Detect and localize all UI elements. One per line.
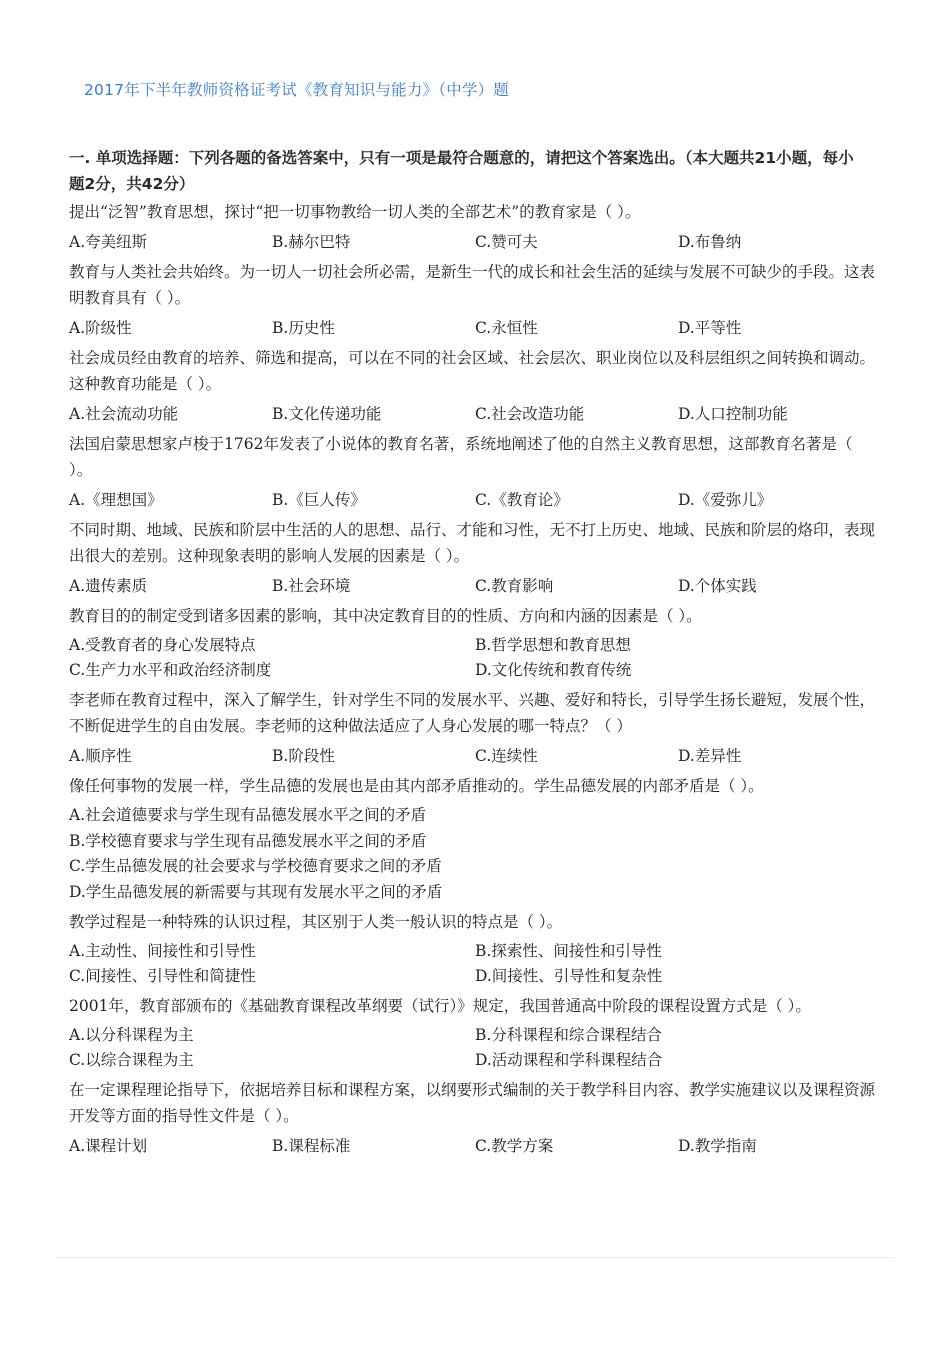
option-c: C.以综合课程为主 — [69, 1051, 194, 1069]
option-b: B.文化传递功能 — [272, 405, 382, 423]
question-stem — [0, 909, 875, 935]
question — [0, 993, 950, 1073]
option-a: A.社会流动功能 — [69, 405, 179, 423]
question — [0, 199, 950, 255]
question-stem — [0, 259, 875, 311]
option-b: B.分科课程和综合课程结合 — [475, 1026, 662, 1044]
question-stem — [0, 199, 875, 225]
option-a: A.以分科课程为主 — [69, 1026, 194, 1044]
options — [0, 401, 950, 427]
question — [0, 259, 950, 341]
option-b: B.社会环境 — [272, 577, 351, 595]
question-text: 在一定课程理论指导下，依据培养目标和课程方案，以纲要形式编制的关于教学科目内容、教学实施建议以及课程资源开发等方面的指导性文件是（ ）。 — [69, 1081, 876, 1125]
option-d: D.个体实践 — [678, 577, 757, 595]
question-text: 2001年，教育部颁布的《基础教育课程改革纲要（试行）》规定，我国普通高中阶段的课程设置方式是（ ）。 — [69, 997, 811, 1015]
option-a: A.社会道德要求与学生现有品德发展水平之间的矛盾 — [69, 806, 427, 824]
footer-divider — [55, 1257, 895, 1258]
options — [0, 743, 950, 769]
option-c: C.社会改造功能 — [475, 405, 585, 423]
option-b: B.历史性 — [272, 319, 335, 337]
option-c: C.永恒性 — [475, 319, 538, 337]
question — [0, 909, 950, 989]
option-a: A.遗传素质 — [69, 577, 148, 595]
option-b: B.课程标准 — [272, 1137, 351, 1155]
option-c: C.学生品德发展的社会要求与学校德育要求之间的矛盾 — [69, 857, 442, 875]
options — [0, 939, 950, 989]
option-a: A.阶级性 — [69, 319, 132, 337]
option-a: A.《理想国》 — [69, 491, 163, 509]
question — [0, 603, 950, 683]
option-a: A.受教育者的身心发展特点 — [69, 636, 256, 654]
option-b: B.哲学思想和教育思想 — [475, 636, 631, 654]
question-text: 教育目的的制定受到诸多因素的影响，其中决定教育目的的性质、方向和内涵的因素是（ ）。 — [69, 607, 702, 625]
option-c: C.间接性、引导性和简捷性 — [69, 967, 256, 985]
question — [0, 517, 950, 599]
question-stem — [0, 993, 875, 1019]
option-c: C.连续性 — [475, 747, 538, 765]
option-c: C.教学方案 — [475, 1137, 554, 1155]
question-list — [0, 199, 950, 1163]
option-d: D.文化传统和教育传统 — [475, 661, 632, 679]
question-stem — [0, 517, 875, 569]
question-stem — [0, 1077, 875, 1129]
option-d: D.人口控制功能 — [678, 405, 788, 423]
option-b: B.学校德育要求与学生现有品德发展水平之间的矛盾 — [69, 831, 427, 850]
question-stem — [0, 603, 875, 629]
option-d: D.布鲁纳 — [678, 233, 742, 251]
option-b: B.《巨人传》 — [272, 491, 366, 509]
question — [0, 1077, 950, 1159]
options — [0, 487, 950, 513]
option-d: D.间接性、引导性和复杂性 — [475, 967, 663, 985]
option-a: A.夸美纽斯 — [69, 233, 148, 251]
question — [0, 345, 950, 427]
option-c: C.教育影响 — [475, 577, 554, 595]
question-text: 教育与人类社会共始终。为一切人一切社会所必需，是新生一代的成长和社会生活的延续与发展不可缺少的手段。这表明教育具有（ ）。 — [69, 263, 876, 307]
options — [0, 229, 950, 255]
option-b: B.探索性、间接性和引导性 — [475, 942, 662, 960]
question — [0, 687, 950, 769]
question-text: 李老师在教育过程中，深入了解学生，针对学生不同的发展水平、兴趣、爱好和特长，引导学生扬长避短，发展个性，不断促进学生的自由发展。李老师的这种做法适应了人身心发展的哪一特点？（ ） — [69, 691, 876, 735]
option-d: D.平等性 — [678, 319, 742, 337]
page-title: 2017年下半年教师资格证考试《教育知识与能力》（中学）题 — [84, 81, 509, 99]
question-stem — [0, 687, 875, 739]
option-a: A.课程计划 — [69, 1137, 148, 1155]
option-b: B.阶段性 — [272, 747, 335, 765]
option-c: C.《教育论》 — [475, 491, 569, 509]
question-text: 像任何事物的发展一样，学生品德的发展也是由其内部矛盾推动的。学生品德发展的内部矛盾是（ ）。 — [69, 777, 764, 795]
question-stem — [0, 773, 875, 799]
option-d: D.《爱弥儿》 — [678, 491, 773, 509]
question-text: 社会成员经由教育的培养、筛选和提高，可以在不同的社会区域、社会层次、职业岗位以及科层组织之间转换和调动。这种教育功能是（ ）。 — [69, 349, 876, 393]
option-b: B.赫尔巴特 — [272, 233, 351, 251]
options — [0, 1133, 950, 1159]
option-a: A.顺序性 — [69, 747, 132, 765]
question — [0, 773, 950, 905]
options — [0, 633, 950, 683]
question-stem — [0, 431, 875, 483]
option-d: D.差异性 — [678, 747, 742, 765]
question-stem — [0, 345, 875, 397]
option-c: C.生产力水平和政治经济制度 — [69, 661, 272, 679]
section-heading: 一. 单项选择题：下列各题的备选答案中，只有一项是最符合题意的，请把这个答案选出。（本大题共21小题，每小题2分，共42分） — [69, 149, 854, 193]
option-d: D.教学指南 — [678, 1137, 757, 1155]
question-text: 教学过程是一种特殊的认识过程，其区别于人类一般认识的特点是（ ）。 — [69, 913, 563, 931]
options — [0, 1023, 950, 1073]
question — [0, 431, 950, 513]
options — [0, 573, 950, 599]
option-c: C.赞可夫 — [475, 233, 538, 251]
question-text: 法国启蒙思想家卢梭于1762年发表了小说体的教育名著，系统地阐述了他的自然主义教育思想，这部教育名著是（ ）。 — [69, 435, 853, 479]
options — [0, 803, 950, 905]
options — [0, 315, 950, 341]
question-text: 提出“泛智”教育思想，探讨“把一切事物教给一切人类的全部艺术”的教育家是（ ）。 — [69, 203, 641, 221]
option-d: D.学生品德发展的新需要与其现有发展水平之间的矛盾 — [69, 882, 443, 901]
option-a: A.主动性、间接性和引导性 — [69, 942, 256, 960]
question-text: 不同时期、地域、民族和阶层中生活的人的思想、品行、才能和习性，无不打上历史、地域、民族和阶层的烙印，表现出很大的差别。这种现象表明的影响人发展的因素是（ ）。 — [69, 521, 876, 565]
option-d: D.活动课程和学科课程结合 — [475, 1051, 663, 1069]
